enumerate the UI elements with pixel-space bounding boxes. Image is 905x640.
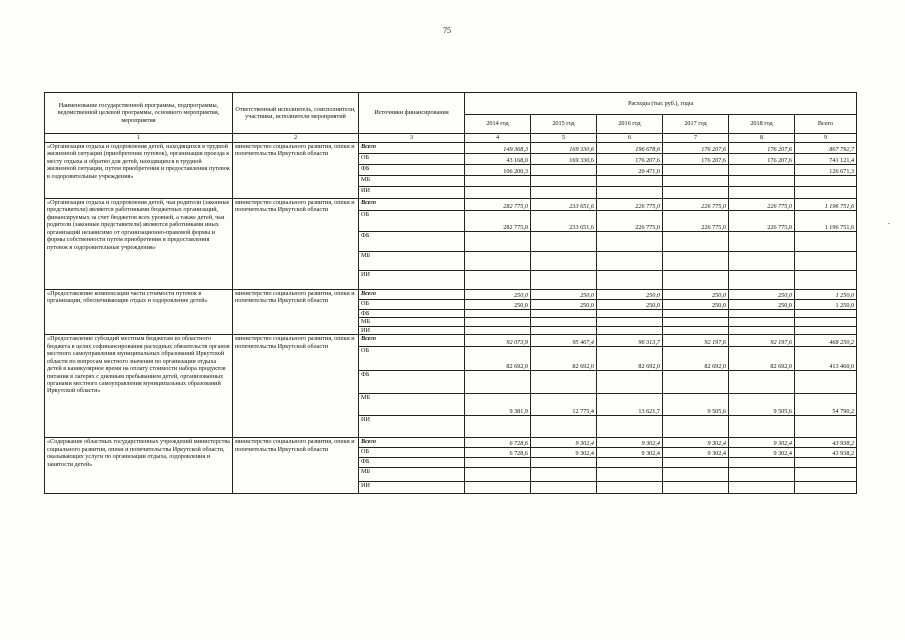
amount-cell: 250,0 xyxy=(597,290,663,300)
amount-cell: 20 471,0 xyxy=(597,165,663,176)
amount-cell xyxy=(597,310,663,318)
funding-source: ИИ xyxy=(359,326,465,334)
column-number: 8 xyxy=(729,134,795,143)
funding-source: ФБ xyxy=(359,165,465,176)
margin-mark: - xyxy=(888,221,890,227)
amount-cell xyxy=(729,187,795,199)
column-number: 9 xyxy=(795,134,857,143)
header-year: 2017 год xyxy=(663,115,729,134)
amount-total-cell xyxy=(795,232,857,252)
amount-cell: 9 302,4 xyxy=(729,438,795,448)
amount-cell xyxy=(597,482,663,494)
amount-total-cell: 1 196 751,6 xyxy=(795,199,857,211)
header-expenses: Расходы (тыс руб.), годы xyxy=(465,93,857,115)
funding-source: ИИ xyxy=(359,271,465,290)
amount-cell xyxy=(597,416,663,438)
amount-cell xyxy=(729,371,795,394)
header-year: 2018 год xyxy=(729,115,795,134)
amount-cell: 250,0 xyxy=(465,290,531,300)
program-name: «Организация отдыха и оздоровления детей, находящихся в трудной жизненной ситуации (приобретение путевок), организация проезда к месту отдыха и обратно для детей, находящихся в трудной жизненной ситуации, путем приобретения и предоставления путевок в оздоровительные учреждения» xyxy=(45,143,233,199)
amount-cell xyxy=(597,318,663,326)
amount-cell: 6 728,6 xyxy=(465,448,531,458)
header-name: Наименование государственной программы, подпрограммы, ведомственной целевой программы, основного мероприятия, мероприятия xyxy=(45,93,233,134)
amount-cell: 226 775,0 xyxy=(597,211,663,232)
amount-cell xyxy=(531,371,597,394)
amount-cell: 12 775,4 xyxy=(531,394,597,416)
amount-cell: 250,0 xyxy=(465,300,531,310)
amount-cell: 43 168,0 xyxy=(465,154,531,165)
amount-total-cell xyxy=(795,252,857,271)
amount-cell: 82 692,0 xyxy=(729,347,795,371)
amount-cell: 226 775,0 xyxy=(729,211,795,232)
amount-cell xyxy=(663,318,729,326)
amount-cell: 9 302,4 xyxy=(531,448,597,458)
amount-cell: 250,0 xyxy=(531,290,597,300)
amount-cell: 9 381,9 xyxy=(465,394,531,416)
amount-cell xyxy=(465,326,531,334)
funding-source: ОБ xyxy=(359,448,465,458)
program-total-row xyxy=(45,335,857,347)
amount-cell: 250,0 xyxy=(597,300,663,310)
amount-cell xyxy=(663,310,729,318)
column-number: 6 xyxy=(597,134,663,143)
amount-cell xyxy=(531,326,597,334)
amount-cell xyxy=(531,416,597,438)
amount-cell xyxy=(531,187,597,199)
amount-cell xyxy=(531,165,597,176)
program-total-row xyxy=(45,290,857,300)
funding-source: Всего xyxy=(359,199,465,211)
amount-total-cell xyxy=(795,318,857,326)
amount-cell xyxy=(729,318,795,326)
column-number: 7 xyxy=(663,134,729,143)
amount-cell: 226 775,0 xyxy=(663,199,729,211)
program-name: «Предоставление компенсации части стоимости путевок в организации, обеспечивающие отдых и оздоровление детей» xyxy=(45,290,233,335)
amount-cell xyxy=(531,310,597,318)
program-executor: министерство социального развития, опеки и попечительства Иркутской области xyxy=(233,199,359,290)
header-total: Всего xyxy=(795,115,857,134)
funding-source: МБ xyxy=(359,176,465,187)
amount-cell xyxy=(465,318,531,326)
amount-cell: 176 207,6 xyxy=(663,154,729,165)
amount-cell: 250,0 xyxy=(729,290,795,300)
amount-cell xyxy=(729,416,795,438)
amount-cell: 6 728,6 xyxy=(465,438,531,448)
amount-cell xyxy=(729,271,795,290)
column-number: 3 xyxy=(359,134,465,143)
expenses-table xyxy=(44,92,857,494)
amount-cell xyxy=(597,371,663,394)
amount-cell: 92 197,6 xyxy=(663,335,729,347)
amount-cell: 13 621,7 xyxy=(597,394,663,416)
amount-cell: 82 692,0 xyxy=(663,347,729,371)
amount-cell xyxy=(597,187,663,199)
amount-cell: 149 368,3 xyxy=(465,143,531,154)
program-executor: министерство социального развития, опеки и попечительства Иркутской области xyxy=(233,290,359,335)
amount-cell xyxy=(663,468,729,482)
amount-cell: 92 073,9 xyxy=(465,335,531,347)
amount-cell xyxy=(663,252,729,271)
amount-cell: 250,0 xyxy=(531,300,597,310)
amount-cell: 176 207,6 xyxy=(729,154,795,165)
amount-cell xyxy=(465,416,531,438)
amount-cell xyxy=(729,468,795,482)
amount-cell xyxy=(729,326,795,334)
amount-cell xyxy=(531,318,597,326)
funding-source: ОБ xyxy=(359,347,465,371)
amount-cell xyxy=(597,326,663,334)
funding-source: МБ xyxy=(359,252,465,271)
column-number: 4 xyxy=(465,134,531,143)
funding-source: ОБ xyxy=(359,154,465,165)
amount-cell: 250,0 xyxy=(729,300,795,310)
amount-total-cell xyxy=(795,187,857,199)
amount-cell: 169 330,6 xyxy=(531,143,597,154)
funding-source: ФБ xyxy=(359,458,465,468)
amount-cell xyxy=(465,458,531,468)
amount-cell xyxy=(465,468,531,482)
page-number: 75 xyxy=(443,26,451,35)
funding-source: Всего xyxy=(359,290,465,300)
amount-total-cell xyxy=(795,326,857,334)
program-executor: министерство социального развития, опеки и попечительства Иркутской области xyxy=(233,143,359,199)
amount-total-cell: 43 938,2 xyxy=(795,448,857,458)
amount-cell: 282 775,0 xyxy=(465,199,531,211)
amount-cell: 9 505,6 xyxy=(663,394,729,416)
amount-cell: 9 302,4 xyxy=(531,438,597,448)
header-year: 2014 год xyxy=(465,115,531,134)
header-executor: Ответственный исполнитель, соисполнители, участники, исполнители мероприятий xyxy=(233,93,359,134)
amount-cell xyxy=(531,176,597,187)
amount-total-cell: 468 250,2 xyxy=(795,335,857,347)
amount-cell: 226 775,0 xyxy=(729,199,795,211)
amount-cell: 233 651,6 xyxy=(531,211,597,232)
funding-source: ИИ xyxy=(359,482,465,494)
amount-cell xyxy=(597,176,663,187)
amount-cell xyxy=(729,458,795,468)
amount-cell xyxy=(729,176,795,187)
amount-cell: 233 651,6 xyxy=(531,199,597,211)
amount-cell xyxy=(729,482,795,494)
funding-source: ОБ xyxy=(359,211,465,232)
amount-cell: 92 197,6 xyxy=(729,335,795,347)
amount-cell xyxy=(597,252,663,271)
column-numbers-row xyxy=(45,134,857,143)
amount-total-cell: 1 196 751,6 xyxy=(795,211,857,232)
amount-cell xyxy=(531,468,597,482)
funding-source: Всего xyxy=(359,438,465,448)
amount-cell xyxy=(663,271,729,290)
amount-cell: 176 207,6 xyxy=(729,143,795,154)
amount-cell: 9 302,4 xyxy=(663,448,729,458)
program-executor: министерство социального развития, опеки и попечительства Иркутской области xyxy=(233,438,359,494)
amount-cell xyxy=(531,271,597,290)
amount-cell: 9 302,4 xyxy=(729,448,795,458)
amount-cell xyxy=(597,271,663,290)
program-total-row xyxy=(45,143,857,154)
amount-cell: 226 775,0 xyxy=(663,211,729,232)
amount-cell xyxy=(465,482,531,494)
amount-cell xyxy=(531,232,597,252)
amount-cell xyxy=(729,232,795,252)
header-year: 2015 год xyxy=(531,115,597,134)
funding-source: ФБ xyxy=(359,371,465,394)
program-name: «Предоставление субсидий местным бюджетам из областного бюджета в целях софинансирования расходных обязательств органов местного самоуправления муниципальных образований Иркутской области по вопросам местного значения по организации отдыха детей в каникулярное время на оплату стоимости набора продуктов питания в лагерях с дневным пребыванием детей, организованных органами местного самоуправления муниципальных образований Иркутской области» xyxy=(45,335,233,438)
amount-cell xyxy=(663,232,729,252)
amount-cell xyxy=(531,252,597,271)
amount-total-cell xyxy=(795,271,857,290)
amount-cell xyxy=(663,458,729,468)
amount-cell: 282 775,0 xyxy=(465,211,531,232)
amount-total-cell xyxy=(795,176,857,187)
amount-cell xyxy=(663,416,729,438)
funding-source: ФБ xyxy=(359,232,465,252)
column-number: 1 xyxy=(45,134,233,143)
amount-cell xyxy=(663,187,729,199)
funding-source: Всего xyxy=(359,143,465,154)
amount-cell xyxy=(465,271,531,290)
funding-source: ИИ xyxy=(359,187,465,199)
program-total-row xyxy=(45,199,857,211)
amount-cell xyxy=(729,310,795,318)
amount-cell: 9 505,6 xyxy=(729,394,795,416)
amount-cell xyxy=(531,482,597,494)
funding-source: ОБ xyxy=(359,300,465,310)
amount-cell xyxy=(465,310,531,318)
amount-total-cell xyxy=(795,482,857,494)
amount-cell xyxy=(597,458,663,468)
amount-cell xyxy=(663,176,729,187)
amount-cell: 169 330,6 xyxy=(531,154,597,165)
column-number: 5 xyxy=(531,134,597,143)
amount-total-cell: 43 938,2 xyxy=(795,438,857,448)
funding-source: Всего xyxy=(359,335,465,347)
amount-cell: 96 313,7 xyxy=(597,335,663,347)
amount-total-cell: 1 250,0 xyxy=(795,290,857,300)
amount-total-cell: 54 790,2 xyxy=(795,394,857,416)
amount-cell xyxy=(465,232,531,252)
header-year: 2016 год xyxy=(597,115,663,134)
amount-cell xyxy=(729,252,795,271)
amount-total-cell: 867 792,7 xyxy=(795,143,857,154)
amount-cell xyxy=(465,187,531,199)
program-total-row xyxy=(45,438,857,448)
amount-total-cell: 126 671,3 xyxy=(795,165,857,176)
amount-total-cell xyxy=(795,458,857,468)
funding-source: МБ xyxy=(359,318,465,326)
program-name: «Организация отдыха и оздоровления детей, чьи родители (законные представители) являются работниками бюджетных организаций, финансируемых за счет бюджетов всех уровней, а также детей, чьи родители (законные представители) являются работниками иных организаций независимо от организационно-правовой формы и формы собственности путем приобретения и предоставления путевок в оздоровительные учреждения» xyxy=(45,199,233,290)
amount-cell xyxy=(465,176,531,187)
amount-cell xyxy=(465,371,531,394)
amount-cell: 9 302,4 xyxy=(597,438,663,448)
amount-cell: 106 200,3 xyxy=(465,165,531,176)
amount-cell: 82 692,0 xyxy=(465,347,531,371)
funding-source: ИИ xyxy=(359,416,465,438)
amount-cell xyxy=(663,482,729,494)
amount-total-cell xyxy=(795,468,857,482)
amount-cell xyxy=(663,165,729,176)
amount-cell: 176 207,6 xyxy=(597,154,663,165)
amount-total-cell xyxy=(795,416,857,438)
funding-source: МБ xyxy=(359,468,465,482)
header-source: Источники финансирования xyxy=(359,93,465,134)
amount-cell xyxy=(729,165,795,176)
amount-cell xyxy=(663,326,729,334)
amount-cell: 250,0 xyxy=(663,300,729,310)
amount-cell xyxy=(663,371,729,394)
amount-total-cell: 413 460,0 xyxy=(795,347,857,371)
amount-total-cell xyxy=(795,310,857,318)
amount-cell xyxy=(465,252,531,271)
funding-source: МБ xyxy=(359,394,465,416)
amount-cell: 95 467,4 xyxy=(531,335,597,347)
amount-cell: 176 207,6 xyxy=(663,143,729,154)
program-executor: министерство социального развития, опеки и попечительства Иркутской области xyxy=(233,335,359,438)
amount-total-cell xyxy=(795,371,857,394)
amount-total-cell: 1 250,0 xyxy=(795,300,857,310)
amount-cell: 196 678,6 xyxy=(597,143,663,154)
amount-cell: 82 692,0 xyxy=(531,347,597,371)
amount-cell xyxy=(531,458,597,468)
amount-cell: 82 692,0 xyxy=(597,347,663,371)
funding-source: ФБ xyxy=(359,310,465,318)
amount-total-cell: 741 121,4 xyxy=(795,154,857,165)
amount-cell xyxy=(597,468,663,482)
amount-cell xyxy=(597,232,663,252)
amount-cell: 9 302,4 xyxy=(597,448,663,458)
program-name: «Содержание областных государственных учреждений министерства социального развития, опеки и попечительства Иркутской области, оказывающих услуги по организации отдыха, оздоровления и занятости детей» xyxy=(45,438,233,494)
amount-cell: 9 302,4 xyxy=(663,438,729,448)
amount-cell: 226 775,0 xyxy=(597,199,663,211)
amount-cell: 250,0 xyxy=(663,290,729,300)
column-number: 2 xyxy=(233,134,359,143)
